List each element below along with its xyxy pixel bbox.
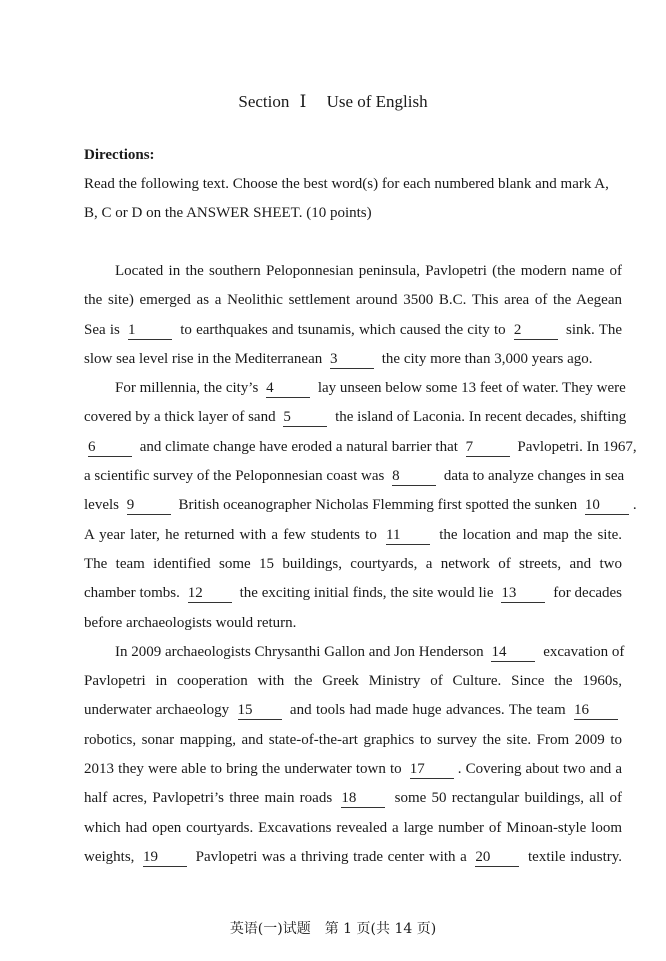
section-title xyxy=(0,92,666,112)
passage-line xyxy=(84,491,637,520)
blank-4: 4 xyxy=(266,380,310,398)
passage-line xyxy=(84,609,622,638)
blank-8: 8 xyxy=(392,468,436,486)
passage-text: to earthquakes and tsunamis, which caused the city to xyxy=(180,321,506,338)
passage-text: excavation of xyxy=(543,643,625,660)
blank-18: 18 xyxy=(341,790,385,808)
passage-text: the location and map the site. xyxy=(439,526,623,543)
passage-line xyxy=(84,843,622,872)
section-name: Use of English xyxy=(326,92,428,111)
passage-text: A year later, he returned with a few students to xyxy=(84,526,377,543)
blank-15: 15 xyxy=(238,702,282,720)
passage-line xyxy=(84,814,622,843)
blank-13: 13 xyxy=(501,585,545,603)
passage xyxy=(84,257,637,872)
passage-text: levels xyxy=(84,497,119,514)
passage-text: Sea is xyxy=(84,321,120,338)
passage-line xyxy=(84,667,622,696)
passage-text: robotics, sonar mapping, and state-of-the-art graphics to survey the site. From 2009 to xyxy=(84,731,622,748)
passage-text: For millennia, the city’s xyxy=(115,380,259,397)
passage-text: before archaeologists would return. xyxy=(84,614,297,631)
passage-text: data to analyze changes in sea xyxy=(443,468,625,485)
passage-text: and climate change have eroded a natural barrier that xyxy=(139,438,458,455)
passage-text: weights, xyxy=(84,848,135,865)
passage-line xyxy=(84,521,622,550)
passage-line xyxy=(84,462,625,491)
blank-20: 20 xyxy=(475,849,519,867)
section-label: Section xyxy=(238,92,290,111)
blank-17: 17 xyxy=(410,761,454,779)
passage-text: and tools had made huge advances. The team xyxy=(289,702,566,719)
passage-text: . xyxy=(632,497,637,514)
passage-text: textile industry. xyxy=(528,848,623,865)
passage-text: some 50 rectangular buildings, all of xyxy=(394,790,623,807)
passage-text: 2013 they were able to bring the underwater town to xyxy=(84,761,402,778)
passage-text: for decades xyxy=(553,585,623,602)
blank-1: 1 xyxy=(128,322,172,340)
directions-line: Read the following text. Choose the best word(s) for each numbered blank and mark A, xyxy=(84,176,609,192)
passage-line xyxy=(84,784,622,813)
passage-line xyxy=(84,755,622,784)
passage-text: Pavlopetri in cooperation with the Greek Ministry of Culture. Since the 1960s, xyxy=(84,673,622,690)
passage-text: the exciting initial finds, the site would lie xyxy=(239,585,494,602)
blank-14: 14 xyxy=(491,644,535,662)
passage-text: which had open courtyards. Excavations revealed a large number of Minoan-style loom xyxy=(84,819,622,836)
passage-line xyxy=(84,550,622,579)
blank-5: 5 xyxy=(283,409,327,427)
passage-text: slow sea level rise in the Mediterranean xyxy=(84,350,323,367)
directions-line: B, C or D on the ANSWER SHEET. (10 points) xyxy=(84,205,372,221)
passage-line xyxy=(84,316,622,345)
passage-line xyxy=(84,403,627,432)
passage-text: In 2009 archaeologists Chrysanthi Gallon and Jon Henderson xyxy=(115,643,484,660)
blank-11: 11 xyxy=(386,527,430,545)
passage-line xyxy=(84,726,622,755)
passage-line xyxy=(84,433,637,462)
passage-text: the site) emerged as a Neolithic settlement around 3500 B.C. This area of the Aegean xyxy=(84,292,622,309)
passage-line xyxy=(84,257,622,286)
section-numeral: Ⅰ xyxy=(299,92,307,111)
blank-3: 3 xyxy=(330,351,374,369)
passage-text: underwater archaeology xyxy=(84,702,230,719)
passage-text: The team identified some 15 buildings, courtyards, a network of streets, and two xyxy=(84,555,622,572)
blank-16: 16 xyxy=(574,702,618,720)
directions-heading: Directions: xyxy=(84,147,155,163)
page-footer: 英语(一)试题 第 1 页(共 14 页) xyxy=(229,921,437,937)
passage-text: covered by a thick layer of sand xyxy=(84,409,276,426)
passage-text: a scientific survey of the Peloponnesian coast was xyxy=(84,468,385,485)
passage-line xyxy=(84,286,622,315)
passage-text: chamber tombs. xyxy=(84,585,180,602)
passage-text: Pavlopetri was a thriving trade center with a xyxy=(195,848,467,865)
blank-10: 10 xyxy=(585,497,629,515)
passage-line xyxy=(84,579,622,608)
blank-9: 9 xyxy=(127,497,171,515)
blank-6: 6 xyxy=(88,439,132,457)
passage-text: . Covering about two and a xyxy=(457,761,622,778)
passage-line xyxy=(84,374,626,403)
blank-19: 19 xyxy=(143,849,187,867)
blank-12: 12 xyxy=(188,585,232,603)
blank-2: 2 xyxy=(514,322,558,340)
passage-text: half acres, Pavlopetri’s three main roads xyxy=(84,790,333,807)
passage-text: Pavlopetri. In 1967, xyxy=(517,438,637,455)
passage-text: the city more than 3,000 years ago. xyxy=(381,350,593,367)
passage-line xyxy=(84,696,622,725)
passage-line xyxy=(84,638,625,667)
blank-7: 7 xyxy=(466,439,510,457)
passage-text: sink. The xyxy=(566,321,623,338)
passage-text: British oceanographer Nicholas Flemming first spotted the sunken xyxy=(178,497,578,514)
passage-text: the island of Laconia. In recent decades, shifting xyxy=(335,409,627,426)
passage-text: Located in the southern Peloponnesian peninsula, Pavlopetri (the modern name of xyxy=(115,263,622,279)
passage-line xyxy=(84,345,622,374)
passage-text: lay unseen below some 13 feet of water. They were xyxy=(317,380,626,397)
